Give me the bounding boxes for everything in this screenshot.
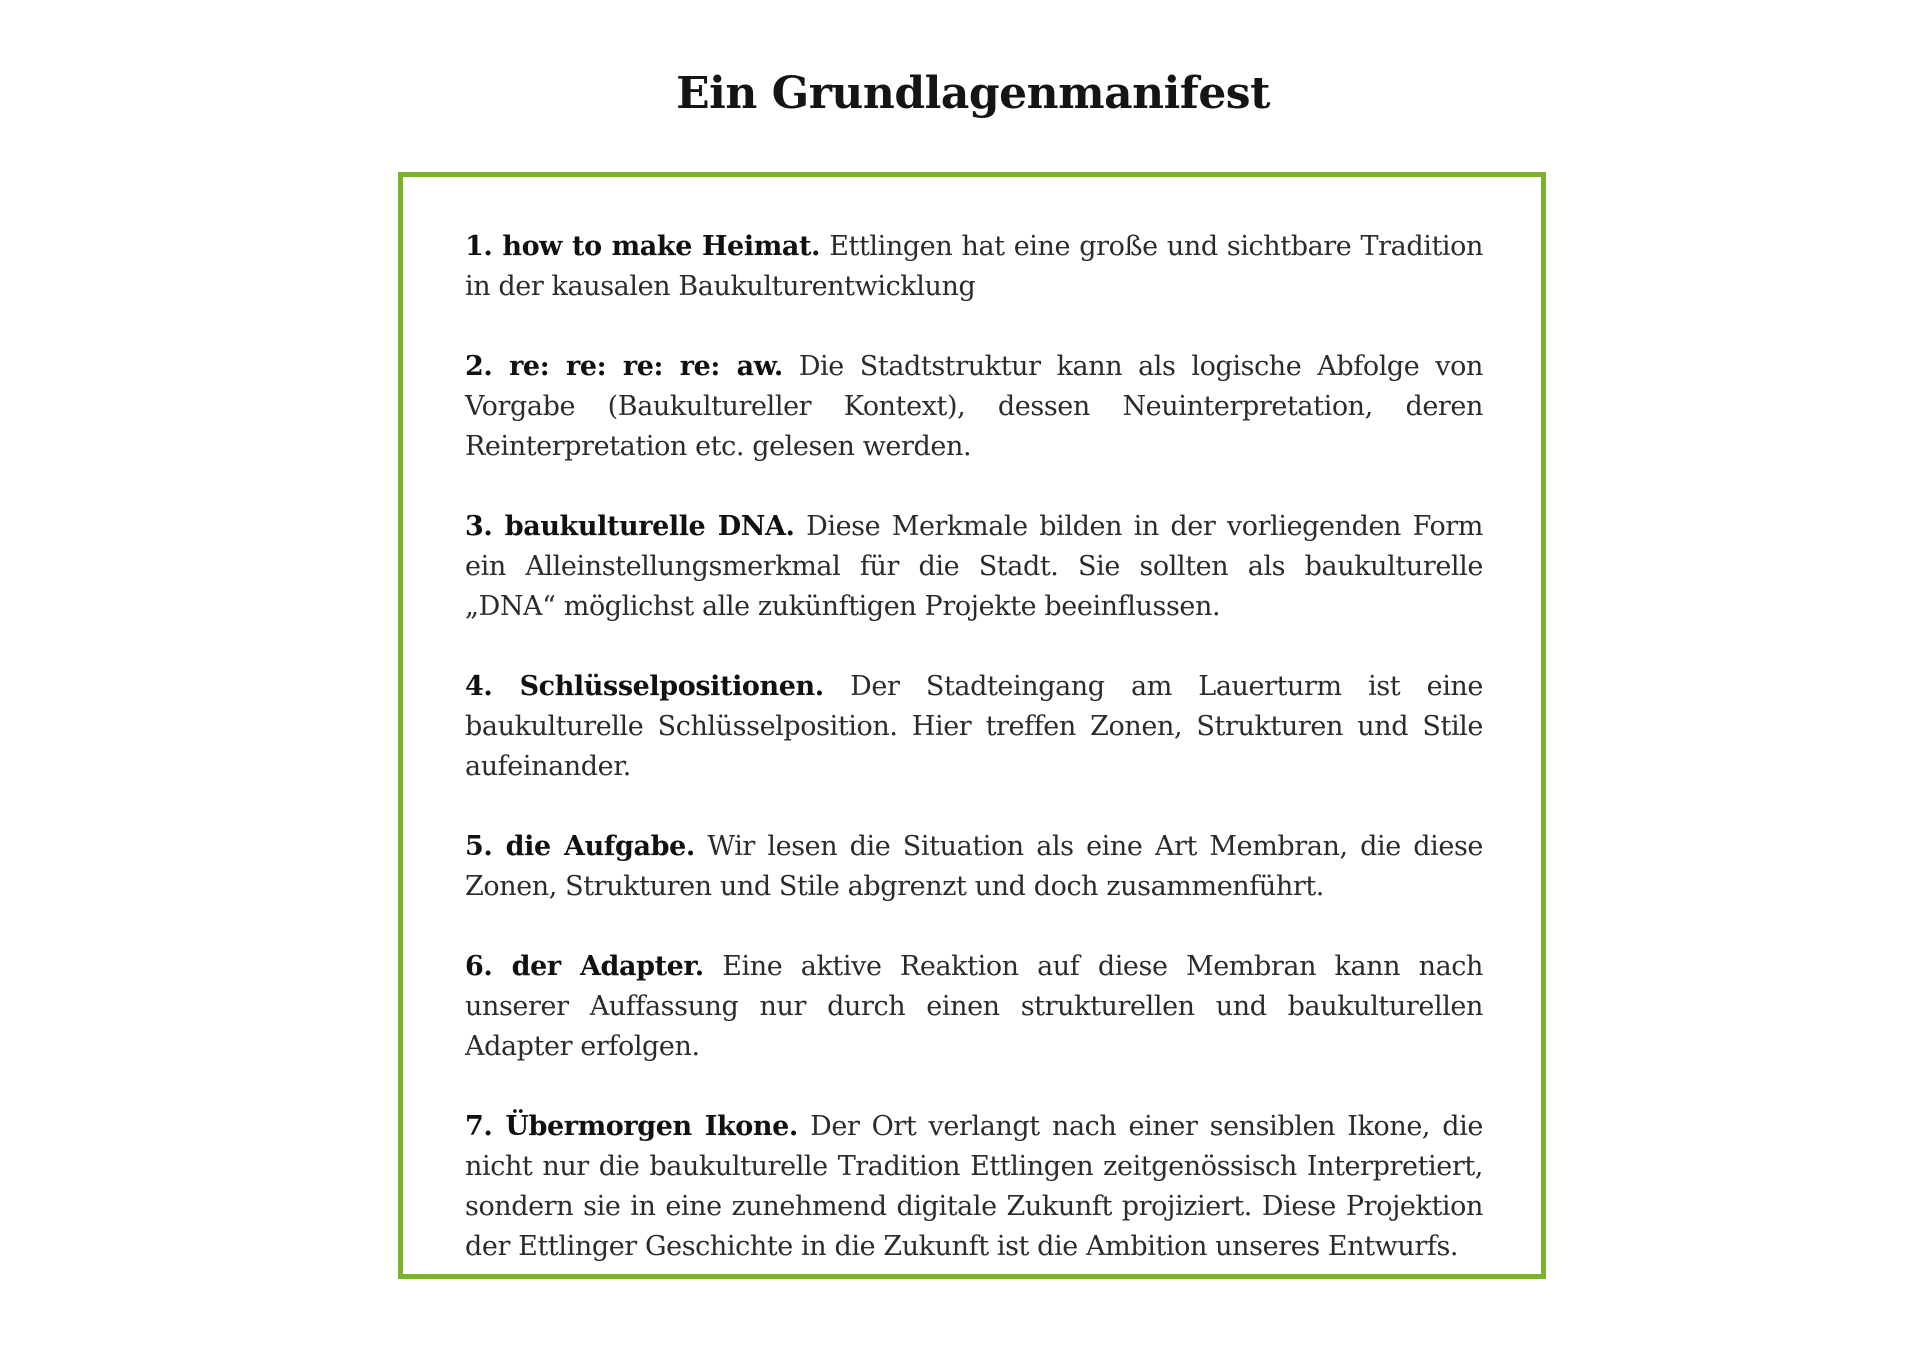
manifest-item-6: [465, 947, 1483, 1067]
manifest-item-text: Eine aktive Reaktion auf diese Membran kann nach unserer Auffassung nur durch einen strukturellen und baukulturellen Adapter erfolgen.: [465, 951, 1483, 1062]
manifest-item-5: [465, 827, 1483, 907]
manifest-item-text: Der Stadteingang am Lauerturm ist eine baukulturelle Schlüsselposition. Hier treffen Zonen, Strukturen und Stile aufeinander.: [465, 671, 1484, 782]
manifest-item-heading: 4. Schlüsselpositionen.: [465, 671, 824, 702]
manifest-item-2: [465, 347, 1483, 467]
manifest-item-heading: 7. Übermorgen Ikone.: [465, 1111, 798, 1142]
page-title: Ein Grundlagenmanifest: [676, 68, 1270, 119]
manifest-item-heading: 5. die Aufgabe.: [465, 831, 695, 862]
manifest-item-text: Wir lesen die Situation als eine Art Membran, die diese Zonen, Strukturen und Stile abgrenzt und doch zusammenführt.: [465, 831, 1484, 902]
manifest-list: [465, 227, 1483, 1267]
manifest-item-text: Ettlingen hat eine große und sichtbare Tradition in der kausalen Baukulturentwicklung: [465, 231, 1483, 302]
manifest-item-heading: 1. how to make Heimat.: [465, 231, 821, 262]
manifest-item-heading: 3. baukulturelle DNA.: [465, 511, 795, 542]
manifest-item-4: [465, 667, 1483, 787]
manifest-item-heading: 6. der Adapter.: [465, 951, 704, 982]
manifest-item-text: Der Ort verlangt nach einer sensiblen Ikone, die nicht nur die baukulturelle Tradition Ettlingen zeitgenössisch Interpretiert, sondern sie in eine zunehmend digitale Zukunft projiziert. Diese Projektion der Ettlinger Geschichte in die Zukunft ist die Ambition unseres Entwurfs.: [465, 1111, 1483, 1262]
manifest-item-7: [465, 1107, 1483, 1267]
manifest-item-3: [465, 507, 1483, 627]
manifest-item-1: [465, 227, 1483, 307]
manifest-item-heading: 2. re: re: re: re: aw.: [465, 351, 783, 382]
manifest-item-text: Diese Merkmale bilden in der vorliegenden Form ein Alleinstellungsmerkmal für die Stadt. Sie sollten als baukulturelle „DNA“ möglichst alle zukünftigen Projekte beeinflussen.: [465, 511, 1484, 622]
manifest-frame: [398, 172, 1546, 1279]
manifest-item-text: Die Stadtstruktur kann als logische Abfolge von Vorgabe (Baukultureller Kontext), dessen Neuinterpretation, deren Reinterpretation etc. gelesen werden.: [465, 351, 1483, 462]
